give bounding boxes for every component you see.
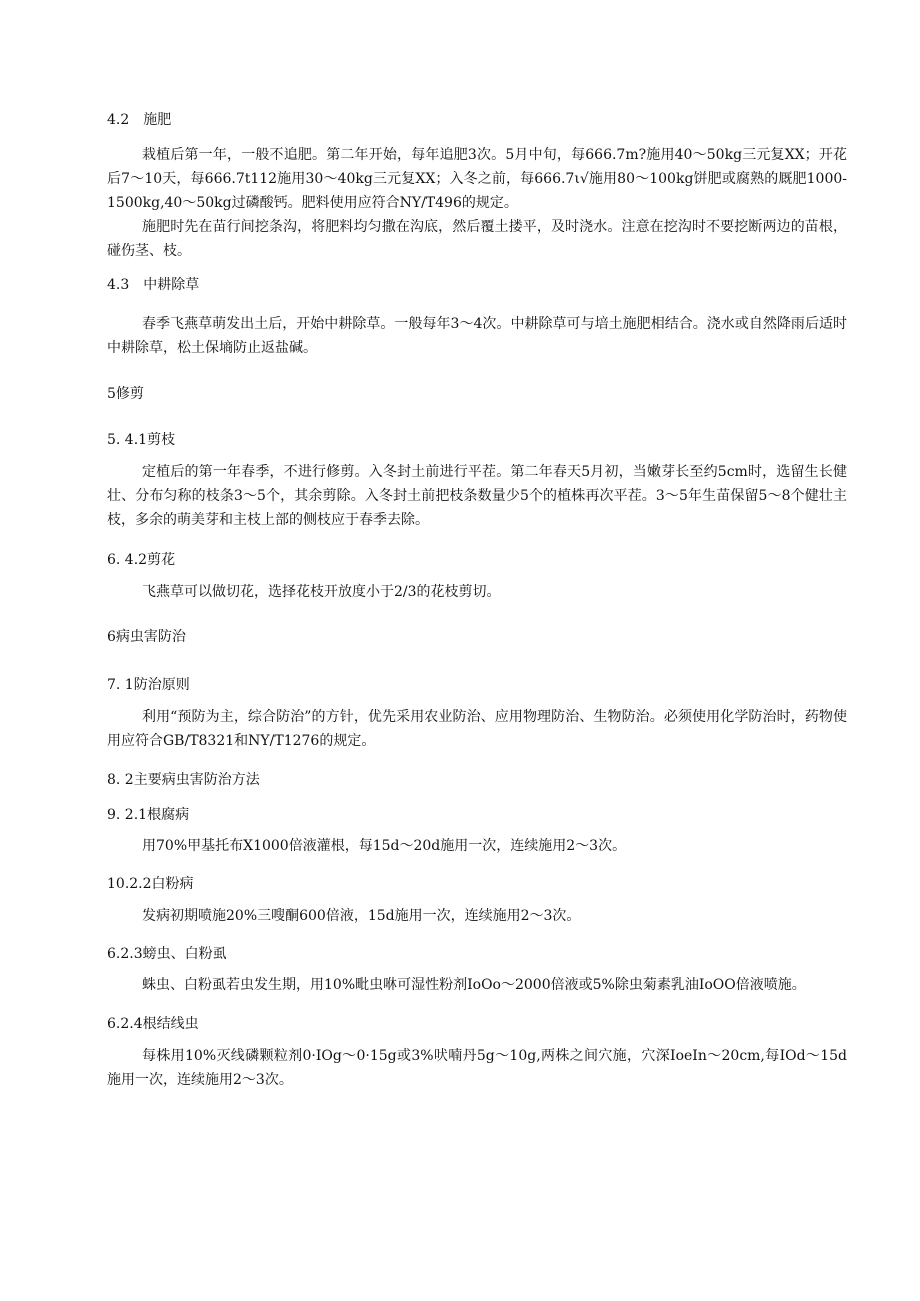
paragraph-fertilize-2: 施肥时先在苗行间挖条沟，将肥料均匀撒在沟底，然后覆土搂平，及时浇水。注意在挖沟时不要挖断两边的苗根，碰伤茎、枝。 [107,219,847,259]
paragraph-principle: 利用“预防为主，综合防治”的方针，优先采用农业防治、应用物理防治、生物防治。必须使用化学防治时，药物使用应符合GB/T8321和NY/T1276的规定。 [107,709,847,749]
paragraph-cut-flower: 飞燕草可以做切花，选择花枝开放度小于2/3的花枝剪切。 [142,584,501,600]
paragraph-nematode: 每株用10%灭线磷颗粒剂0·IOg～0·15g或3%吠喃丹5g～10g,两株之间穴施，穴深IoeIn～20cm,每IOd～15d施用一次，连续施用2～3次。 [107,1048,847,1088]
paragraph-powdery: 发病初期喷施20%三嗖酮600倍液，15d施用一次，连续施用2～3次。 [142,908,581,924]
paragraph-fertilize-1: 栽植后第一年，一般不追肥。第二年开始，每年追肥3次。5月中旬，每666.7m?施用40～50kg三元复XX；开花后7～10天，每666.7t112施用30～40kg三元复XX；入冬之前，每666.7ι√施用80～100kg饼肥或腐熟的厩肥1000-1500kg,40～50kg过磷酸钙。肥料使用应符合NY/T496的规定。 [107,147,847,211]
heading-8-2: 8. 2主要病虫害防治方法 [107,772,260,788]
heading-5-1: 5. 4.1剪枝 [107,432,176,448]
paragraph-pruning: 定植后的第一年春季，不进行修剪。入冬封土前进行平茬。第二年春天5月初，当嫩芽长至约5cm时，选留生长健壮、分布匀称的枝条3～5个，其余剪除。入冬封土前把枝条数量少5个的植株再次平茬。3～5年生苗保留5～8个健壮主枝，多余的萌美芽和主枝上部的侧枝应于春季去除。 [107,464,847,528]
heading-6-2-4: 6.2.4根结线虫 [107,1016,199,1032]
heading-5: 5修剪 [107,386,144,402]
paragraph-root-rot: 用70%甲基托布X1000倍液灌根，每15d～20d施用一次，连续施用2～3次。 [142,838,627,854]
heading-7-1: 7. 1防治原则 [107,677,190,693]
heading-6-1: 6. 4.2剪花 [107,552,176,568]
heading-4-3: 4.3 中耕除草 [107,277,200,293]
heading-4-2: 4.2 施肥 [107,112,172,128]
paragraph-weeding: 春季飞燕草萌发出土后，开始中耕除草。一般每年3～4次。中耕除草可与培土施肥相结合。浇水或自然降雨后适时中耕除草，松土保墒防止返盐碱。 [107,316,847,356]
paragraph-aphid: 蛛虫、白粉虱若虫发生期，用10%毗虫咻可湿性粉剂IoOo～2000倍液或5%除虫菊素乳油IoOO倍液喷施。 [142,977,806,993]
heading-6: 6病虫害防治 [107,629,186,645]
heading-9-2-1: 9. 2.1根腐病 [107,807,190,823]
heading-10-2-2: 10.2.2白粉病 [107,876,194,892]
heading-6-2-3: 6.2.3螃虫、白粉虱 [107,946,227,962]
